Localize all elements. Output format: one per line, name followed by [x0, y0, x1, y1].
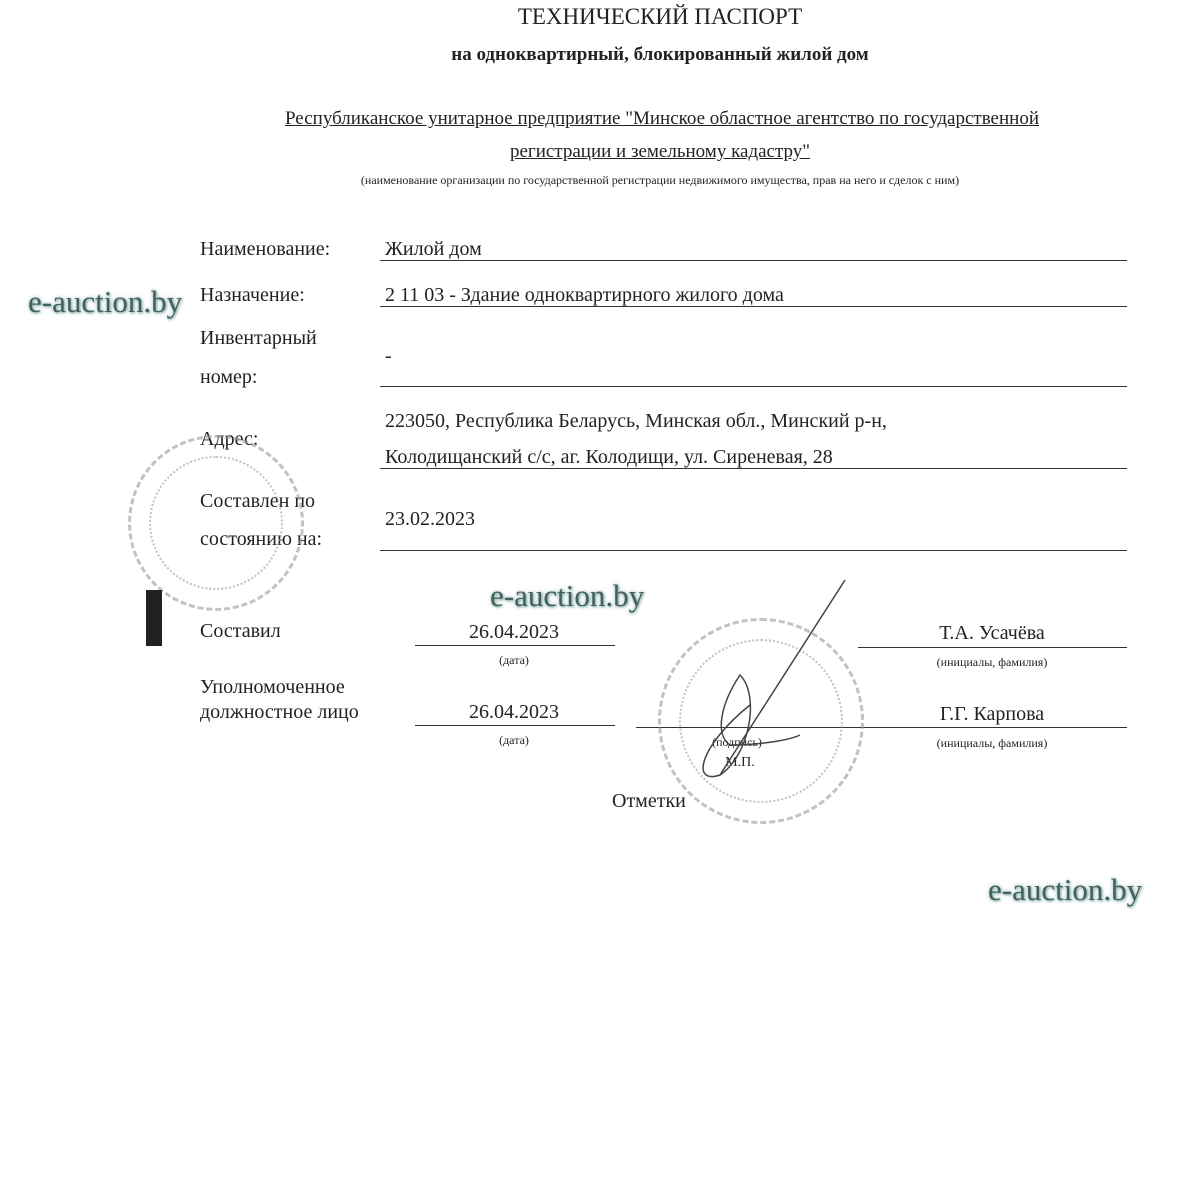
name-value: Жилой дом	[385, 238, 482, 260]
address-line-2: Колодищанский с/с, аг. Колодищи, ул. Сиреневая, 28	[385, 446, 833, 468]
divider	[380, 386, 1127, 387]
divider	[380, 468, 1127, 469]
date-caption: (дата)	[499, 653, 529, 667]
inventory-value: -	[385, 345, 392, 367]
official-label-1: Уполномоченное	[200, 676, 345, 698]
as-of-label-2: состоянию на:	[200, 528, 323, 550]
purpose-label: Назначение:	[200, 284, 305, 306]
divider	[380, 550, 1127, 551]
address-label: Адрес:	[200, 428, 259, 450]
compiled-date: 26.04.2023	[469, 621, 559, 643]
official-date: 26.04.2023	[469, 701, 559, 723]
scan-artifact	[146, 590, 162, 646]
watermark: e-auction.by	[28, 284, 183, 319]
document-title: ТЕХНИЧЕСКИЙ ПАСПОРТ	[517, 4, 803, 29]
inventory-label-2: номер:	[200, 366, 258, 388]
organization-line-1: Республиканское унитарное предприятие "Минское областное агентство по государственной	[284, 108, 1040, 129]
inventory-label-1: Инвентарный	[200, 327, 317, 349]
divider	[415, 645, 615, 646]
compiled-name: Т.А. Усачёва	[939, 622, 1045, 644]
name-caption: (инициалы, фамилия)	[936, 655, 1048, 669]
as-of-label-1: Составлен по	[200, 490, 316, 512]
as-of-value: 23.02.2023	[385, 508, 475, 530]
document-subtitle: на одноквартирный, блокированный жилой дом	[451, 44, 869, 65]
organization-line-2: регистрации и земельному кадастру"	[509, 141, 811, 162]
seal-stamp	[128, 435, 304, 611]
divider	[858, 647, 1127, 648]
official-label-2: должностное лицо	[200, 701, 359, 723]
seal-caption: М.П.	[725, 755, 755, 770]
official-name: Г.Г. Карпова	[939, 703, 1045, 725]
watermark: e-auction.by	[988, 872, 1143, 907]
compiled-label: Составил	[200, 620, 281, 642]
name-label: Наименование:	[200, 238, 331, 260]
divider	[380, 260, 1127, 261]
handwritten-signature	[660, 575, 880, 805]
divider	[415, 725, 615, 726]
date-caption: (дата)	[499, 733, 529, 747]
divider	[380, 306, 1127, 307]
name-caption: (инициалы, фамилия)	[936, 736, 1048, 750]
marks-label: Отметки	[612, 790, 686, 812]
address-line-1: 223050, Республика Беларусь, Минская обл., Минский р-н,	[385, 410, 887, 432]
organization-caption: (наименование организации по государственной регистрации недвижимого имущества, прав на него и сделок с ним)	[360, 173, 960, 187]
purpose-value: 2 11 03 - Здание одноквартирного жилого дома	[385, 284, 784, 306]
watermark: e-auction.by	[490, 578, 645, 613]
signature-caption: (подпись)	[712, 735, 762, 749]
